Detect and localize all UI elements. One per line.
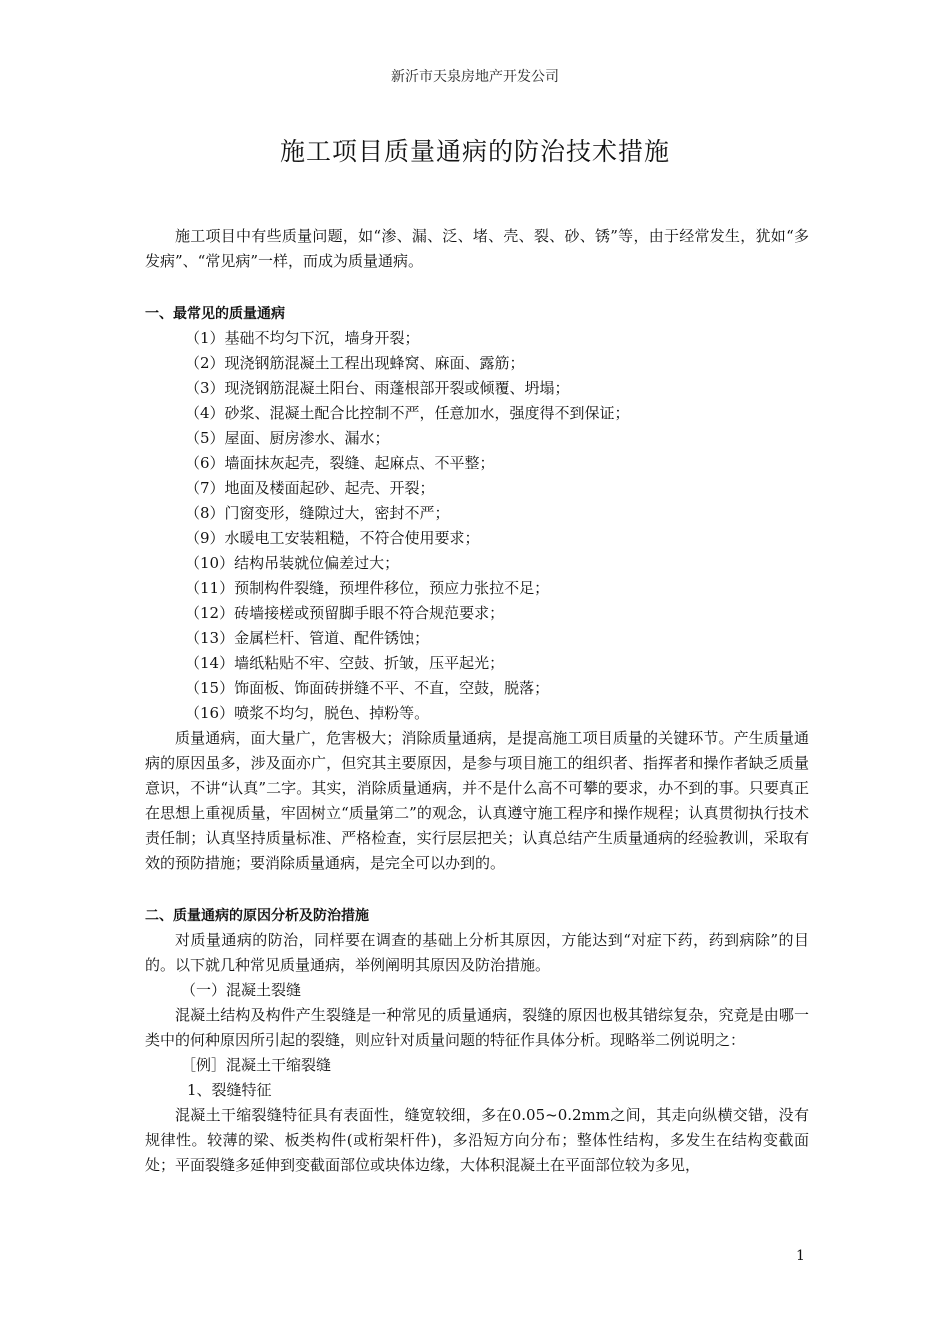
- company-header: 新沂市天泉房地产开发公司: [391, 69, 559, 85]
- example-heading: ［例］混凝土干缩裂缝: [181, 1056, 332, 1074]
- section-2-heading: 二、质量通病的原因分析及防治措施: [145, 908, 369, 924]
- page-number: 1: [796, 1248, 805, 1264]
- list-item: （8）门窗变形，缝隙过大，密封不严；: [185, 504, 450, 522]
- section-1-heading: 一、最常见的质量通病: [145, 306, 285, 322]
- list-item: （10）结构吊装就位偏差过大；: [185, 554, 400, 572]
- subsection-paragraph: 混凝土结构及构件产生裂缝是一种常见的质量通病，裂缝的原因也极其错综复杂，究竟是由哪一类中的何种原因所引起的裂缝，则应针对质量问题的特征作具体分析。现略举二例说明之：: [145, 1006, 809, 1049]
- list-item: （1）基础不均匀下沉，墙身开裂；: [185, 329, 420, 347]
- list-item: （15）饰面板、饰面砖拼缝不平、不直，空鼓，脱落；: [185, 679, 550, 697]
- list-item: （13）金属栏杆、管道、配件锈蚀；: [185, 629, 430, 647]
- defect-list: [145, 326, 809, 726]
- list-item: （14）墙纸粘贴不牢、空鼓、折皱，压平起光；: [185, 654, 505, 672]
- document-title: 施工项目质量通病的防治技术措施: [279, 137, 670, 166]
- point-paragraph: 混凝土干缩裂缝特征具有表面性，缝宽较细，多在0.05~0.2mm之间，其走向纵横交错，没有规律性。较薄的梁、板类构件(或桁架杆件)，多沿短方向分布；整体性结构，多发生在结构变截面处；平面裂缝多延伸到变截面部位或块体边缘，大体积混凝土在平面部位较为多见，: [145, 1106, 809, 1174]
- list-item: （9）水暖电工安装粗糙，不符合使用要求；: [185, 529, 480, 547]
- list-item: （7）地面及楼面起砂、起壳、开裂；: [185, 479, 435, 497]
- document-body: [145, 224, 809, 1178]
- list-item: （11）预制构件裂缝，预埋件移位，预应力张拉不足；: [185, 579, 550, 597]
- list-item: （3）现浇钢筋混凝土阳台、雨蓬根部开裂或倾覆、坍塌；: [185, 379, 570, 397]
- list-item: （5）屋面、厨房渗水、漏水；: [185, 429, 390, 447]
- list-item: （16）喷浆不均匀，脱色、掉粉等。: [185, 704, 430, 722]
- intro-paragraph: 施工项目中有些质量问题，如“渗、漏、泛、堵、壳、裂、砂、锈”等，由于经常发生，犹如“多发病”、“常见病”一样，而成为质量通病。: [145, 227, 809, 270]
- list-item: （12）砖墙接槎或预留脚手眼不符合规范要求；: [185, 604, 505, 622]
- point-heading: 1、裂缝特征: [187, 1081, 272, 1099]
- list-item: （2）现浇钢筋混凝土工程出现蜂窝、麻面、露筋；: [185, 354, 525, 372]
- summary-paragraph: 质量通病，面大量广，危害极大；消除质量通病，是提高施工项目质量的关键环节。产生质量通病的原因虽多，涉及面亦广，但究其主要原因，是参与项目施工的组织者、指挥者和操作者缺乏质量意识，不讲“认真”二字。其实，消除质量通病，并不是什么高不可攀的要求，办不到的事。只要真正在思想上重视质量，牢固树立“质量第二”的观念，认真遵守施工程序和操作规程；认真贯彻执行技术责任制；认真坚持质量标准、严格检查，实行层层把关；认真总结产生质量通病的经验教训，采取有效的预防措施；要消除质量通病，是完全可以办到的。: [145, 729, 809, 872]
- section-2-intro: 对质量通病的防治，同样要在调查的基础上分析其原因，方能达到“对症下药，药到病除”的目的。以下就几种常见质量通病，举例阐明其原因及防治措施。: [145, 931, 809, 974]
- list-item: （6）墙面抹灰起壳，裂缝、起麻点、不平整；: [185, 454, 495, 472]
- subsection-heading: （一）混凝土裂缝: [181, 981, 302, 999]
- list-item: （4）砂浆、混凝土配合比控制不严，任意加水，强度得不到保证；: [185, 404, 630, 422]
